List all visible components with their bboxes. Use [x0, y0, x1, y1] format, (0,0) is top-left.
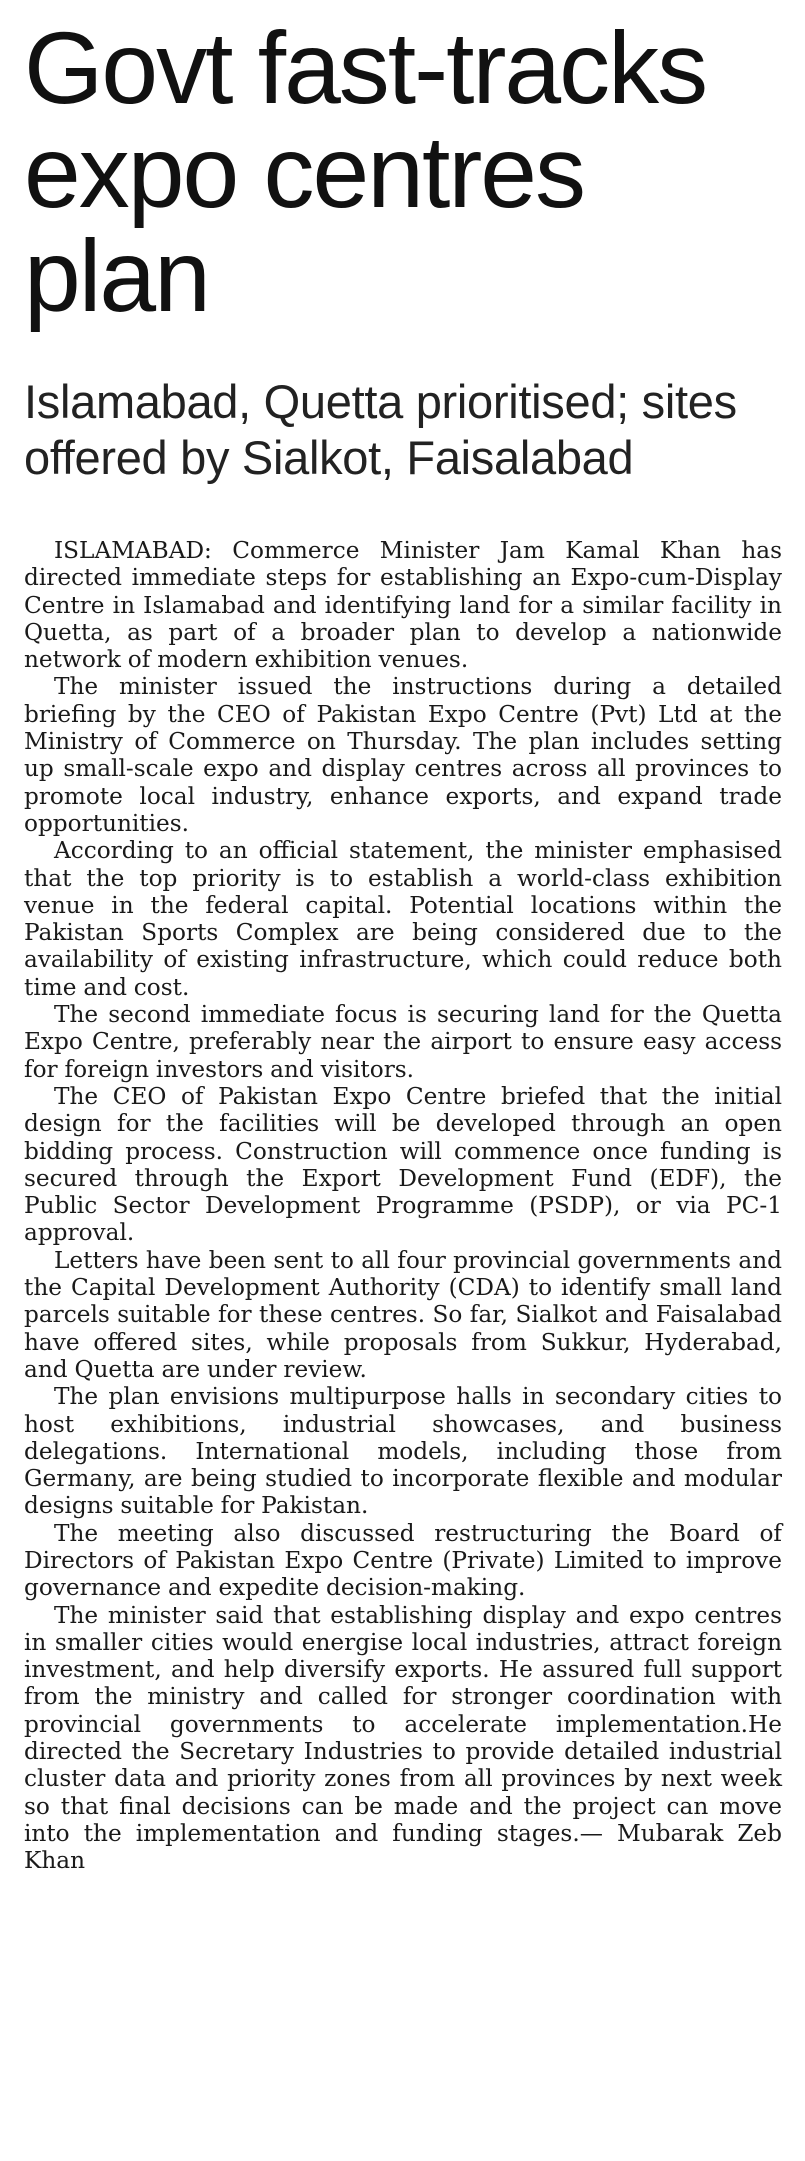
paragraph: The CEO of Pakistan Expo Centre briefed that the initial design for the facilities will be developed through an open bidding process. Construction will commence once funding is secured through the Export Development Fund (EDF), the Public Sector Development Programme (PSDP), or via PC-1 approval.: [24, 1082, 782, 1247]
subheadline-line-1: Islamabad, Quetta prioritised; sites: [24, 375, 737, 428]
article-body: [24, 537, 782, 1875]
paragraph: The second immediate focus is securing land for the Quetta Expo Centre, preferably near the airport to ensure easy access for foreign investors and visitors.: [24, 1001, 782, 1083]
paragraph: The minister issued the instructions during a detailed briefing by the CEO of Pakistan Expo Centre (Pvt) Ltd at the Ministry of Commerce on Thursday. The plan includes setting up small-scale expo and display centres across all provinces to promote local industry, enhance exports, and expand trade opportunities.: [24, 673, 782, 837]
subheadline: [24, 374, 782, 486]
paragraph: ISLAMABAD: Commerce Minister Jam Kamal Khan has directed immediate steps for establishing an Expo-cum-Display Centre in Islamabad and identifying land for a similar facility in Quetta, as part of a broader plan to develop a nationwide network of modern exhibition venues.: [24, 537, 782, 674]
subheadline-line-2: offered by Sialkot, Faisalabad: [24, 431, 634, 484]
paragraph: Letters have been sent to all four provincial governments and the Capital Development Authority (CDA) to identify small land parcels suitable for these centres. So far, Sialkot and Faisalabad have offered sites, while proposals from Sukkur, Hyderabad, and Quetta are under review.: [24, 1246, 782, 1383]
headline-line-1: Govt fast-tracks: [24, 11, 707, 125]
paragraph: The plan envisions multipurpose halls in secondary cities to host exhibitions, industrial showcases, and business delegations. International models, including those from Germany, are being studied to incorporate flexible and modular designs suitable for Pakistan.: [24, 1383, 782, 1520]
headline-line-2: expo centres plan: [24, 115, 585, 333]
paragraph: According to an official statement, the minister emphasised that the top priority is to establish a world-class exhibition venue in the federal capital. Potential locations within the Pakistan Sports Complex are being considered due to the availability of existing infrastructure, which could reduce both time and cost.: [24, 837, 782, 1001]
news-article: [24, 11, 782, 1875]
headline: [24, 11, 782, 333]
paragraph: The meeting also discussed restructuring the Board of Directors of Pakistan Expo Centre (Private) Limited to improve governance and expedite decision-making.: [24, 1519, 782, 1602]
paragraph-with-byline: The minister said that establishing display and expo centres in smaller cities would energise local industries, attract foreign investment, and help diversify exports. He assured full support from the ministry and called for stronger coordination with provincial governments to accelerate implementation.He directed the Secretary Industries to provide detailed industrial cluster data and priority zones from all provinces by next week so that final decisions can be made and the project can move into the implementation and funding stages.— Mubarak Zeb Khan: [24, 1601, 782, 1875]
